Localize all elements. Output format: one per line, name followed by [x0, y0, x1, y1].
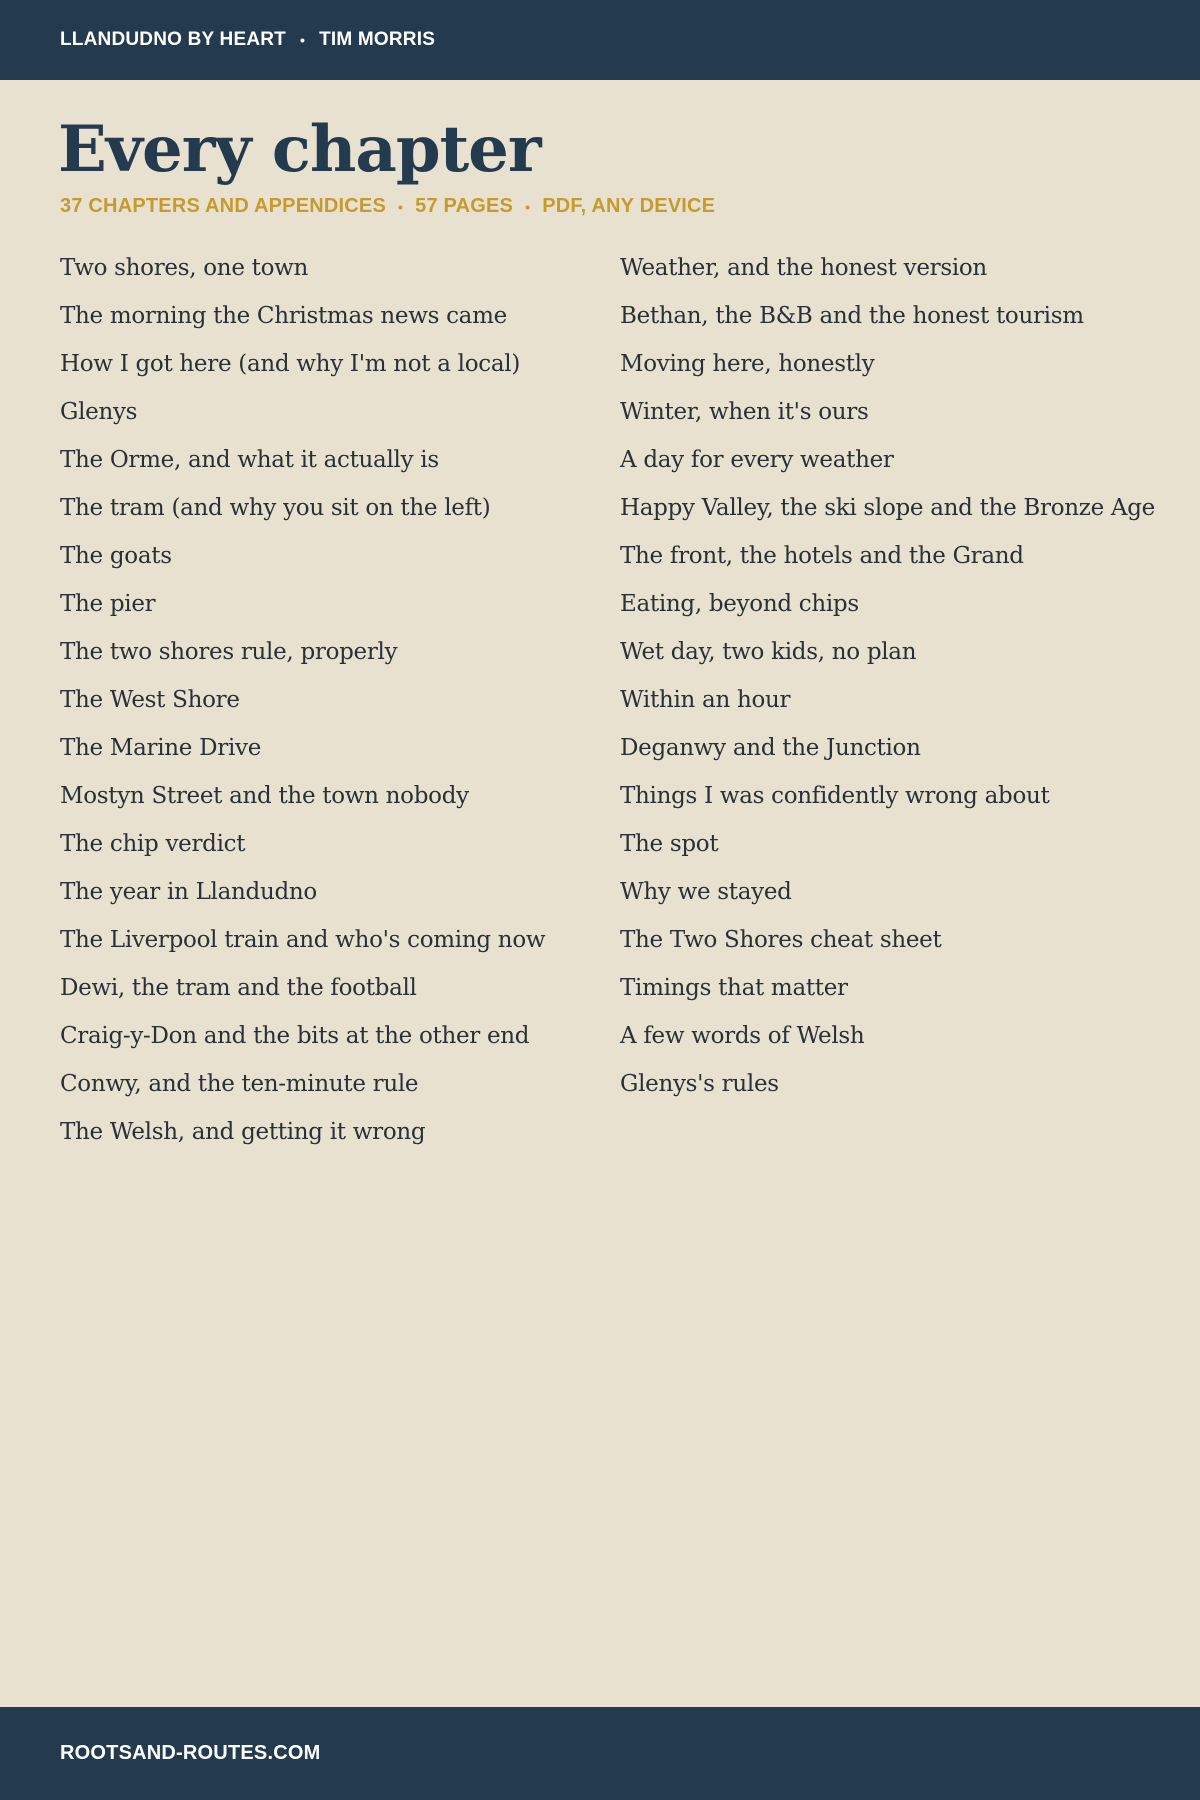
meta-chapters: 37 CHAPTERS AND APPENDICES	[60, 195, 387, 217]
chapter-item: The tram (and why you sit on the left)	[60, 495, 491, 521]
book-title: LLANDUDNO BY HEART	[60, 29, 286, 50]
chapter-item: Bethan, the B&B and the honest tourism	[620, 303, 1084, 329]
chapter-list-left	[60, 250, 600, 1162]
chapter-item: Craig-y-Don and the bits at the other end	[60, 1023, 530, 1049]
chapter-item: The front, the hotels and the Grand	[620, 543, 1024, 569]
chapter-item: Glenys's rules	[620, 1071, 779, 1097]
chapter-item: Why we stayed	[620, 879, 792, 905]
chapter-item: Glenys	[60, 399, 138, 425]
chapter-item: The goats	[60, 543, 172, 569]
chapter-item: A few words of Welsh	[620, 1023, 865, 1049]
meta-pages: 57 PAGES	[415, 195, 514, 217]
chapter-item: Dewi, the tram and the football	[60, 975, 417, 1001]
chapter-item: Weather, and the honest version	[620, 255, 987, 281]
chapter-item: The Welsh, and getting it wrong	[60, 1119, 426, 1145]
chapter-item: The pier	[60, 591, 156, 617]
chapter-item: Happy Valley, the ski slope and the Bronze Age	[620, 495, 1155, 521]
chapter-item: A day for every weather	[620, 447, 894, 473]
chapter-item: Moving here, honestly	[620, 351, 875, 377]
site-url: ROOTSAND-ROUTES.COM	[60, 1742, 321, 1764]
chapter-item: Conwy, and the ten-minute rule	[60, 1071, 419, 1097]
meta-format: PDF, ANY DEVICE	[542, 195, 716, 217]
chapter-item: Timings that matter	[620, 975, 848, 1001]
author-name: TIM MORRIS	[319, 29, 436, 50]
meta-separator: •	[398, 198, 404, 215]
chapter-item: How I got here (and why I'm not a local)	[60, 351, 520, 377]
bottom-bar	[0, 1707, 1200, 1800]
chapter-item: The West Shore	[60, 687, 240, 713]
chapter-item: The Marine Drive	[60, 735, 262, 761]
chapter-item: The chip verdict	[60, 831, 246, 857]
header-separator: •	[299, 32, 306, 48]
chapter-item: The year in Llandudno	[60, 879, 317, 905]
chapter-item: The spot	[620, 831, 719, 857]
page-title: Every chapter	[58, 112, 541, 187]
chapter-item: The Two Shores cheat sheet	[620, 927, 942, 953]
chapter-item: Deganwy and the Junction	[620, 735, 921, 761]
top-bar	[0, 0, 1200, 80]
chapter-item: The Orme, and what it actually is	[60, 447, 439, 473]
chapter-item: The Liverpool train and who's coming now	[60, 927, 546, 953]
book-meta	[60, 195, 715, 218]
chapter-item: Mostyn Street and the town nobody	[60, 783, 469, 809]
chapter-item: The morning the Christmas news came	[60, 303, 507, 329]
meta-separator: •	[525, 198, 531, 215]
chapter-item: Eating, beyond chips	[620, 591, 859, 617]
chapter-item: The two shores rule, properly	[60, 639, 398, 665]
chapter-item: Within an hour	[620, 687, 791, 713]
chapter-item: Winter, when it's ours	[620, 399, 869, 425]
chapter-item: Things I was confidently wrong about	[620, 783, 1050, 809]
chapter-item: Wet day, two kids, no plan	[620, 639, 917, 665]
chapter-list-right	[620, 250, 1180, 1114]
chapter-item: Two shores, one town	[60, 255, 309, 281]
